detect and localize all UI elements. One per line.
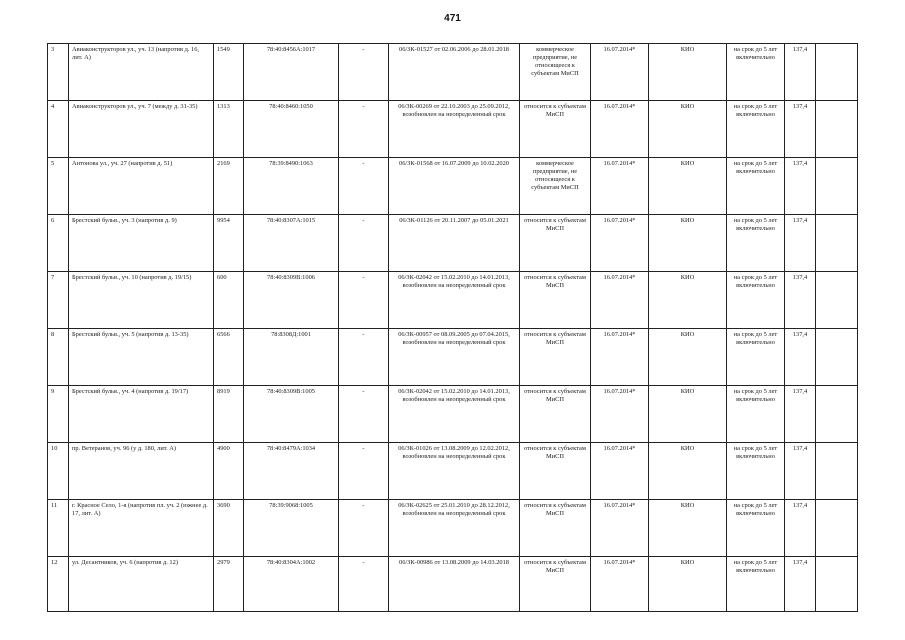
row-dash: - <box>339 557 389 612</box>
row-rate: 137,4 <box>785 215 816 272</box>
row-area: 9954 <box>214 215 244 272</box>
row-term: на срок до 5 лет включительно <box>727 500 785 557</box>
row-tenant-category: коммерческое предприятие, не относящееся к субъектам МиСП <box>520 44 591 101</box>
row-address: Антонова ул., уч. 27 (напротив д. 51) <box>69 158 214 215</box>
row-address: пр. Ветеранов, уч. 96 (у д. 180, лит. А) <box>69 443 214 500</box>
row-dash: - <box>339 215 389 272</box>
table-row <box>48 329 858 386</box>
row-dash: - <box>339 329 389 386</box>
table-row <box>48 386 858 443</box>
row-date: 16.07.2014* <box>591 443 649 500</box>
row-area: 1549 <box>214 44 244 101</box>
row-rate: 137,4 <box>785 329 816 386</box>
row-lease-agreement: 06/ЗК-00269 от 22.10.2003 до 25.09.2012, возобновлен на неопределенный срок <box>389 101 520 158</box>
row-dash: - <box>339 500 389 557</box>
row-lease-agreement: 06/ЗК-01568 от 16.07.2009 до 10.02.2020 <box>389 158 520 215</box>
row-rate: 137,4 <box>785 272 816 329</box>
row-date: 16.07.2014* <box>591 272 649 329</box>
row-empty-cell <box>816 272 858 329</box>
row-lease-agreement: 06/ЗК-02625 от 25.01.2010 до 28.12.2012, возобновлен на неопределенный срок <box>389 500 520 557</box>
row-number: 3 <box>48 44 69 101</box>
row-tenant-category: относится к субъектам МиСП <box>520 386 591 443</box>
row-number: 7 <box>48 272 69 329</box>
row-date: 16.07.2014* <box>591 44 649 101</box>
row-dash: - <box>339 272 389 329</box>
table-row <box>48 158 858 215</box>
table-row <box>48 272 858 329</box>
table-row <box>48 101 858 158</box>
row-cadastral-number: 78:40:8309В:1006 <box>244 272 339 329</box>
row-term: на срок до 5 лет включительно <box>727 329 785 386</box>
row-lease-agreement: 06/ЗК-02042 от 15.02.2010 до 14.01.2013, возобновлен на неопределенный срок <box>389 386 520 443</box>
row-organization: КИО <box>649 272 727 329</box>
row-empty-cell <box>816 158 858 215</box>
page-number: 471 <box>444 13 461 24</box>
row-term: на срок до 5 лет включительно <box>727 44 785 101</box>
row-address: г. Красное Село, 1-я (напротив пл. уч. 2 (южнее д. 17, лит. А) <box>69 500 214 557</box>
row-date: 16.07.2014* <box>591 500 649 557</box>
row-empty-cell <box>816 386 858 443</box>
row-address: Брестский бульв., уч. 10 (напротив д. 19/15) <box>69 272 214 329</box>
row-dash: - <box>339 44 389 101</box>
table-row <box>48 500 858 557</box>
row-lease-agreement: 06/ЗК-01527 от 02.06.2006 до 28.01.2018 <box>389 44 520 101</box>
row-date: 16.07.2014* <box>591 329 649 386</box>
row-tenant-category: относится к субъектам МиСП <box>520 215 591 272</box>
row-tenant-category: относится к субъектам МиСП <box>520 443 591 500</box>
row-organization: КИО <box>649 215 727 272</box>
row-organization: КИО <box>649 386 727 443</box>
row-term: на срок до 5 лет включительно <box>727 443 785 500</box>
row-tenant-category: относится к субъектам МиСП <box>520 329 591 386</box>
row-organization: КИО <box>649 557 727 612</box>
row-tenant-category: относится к субъектам МиСП <box>520 500 591 557</box>
row-cadastral-number: 78:40:8456А:1017 <box>244 44 339 101</box>
row-date: 16.07.2014* <box>591 215 649 272</box>
row-tenant-category: относится к субъектам МиСП <box>520 101 591 158</box>
row-date: 16.07.2014* <box>591 557 649 612</box>
row-number: 8 <box>48 329 69 386</box>
row-organization: КИО <box>649 443 727 500</box>
row-tenant-category: относится к субъектам МиСП <box>520 557 591 612</box>
row-organization: КИО <box>649 101 727 158</box>
row-dash: - <box>339 386 389 443</box>
row-number: 5 <box>48 158 69 215</box>
row-cadastral-number: 78:8308Д:1001 <box>244 329 339 386</box>
row-cadastral-number: 78:40:8309В:1005 <box>244 386 339 443</box>
table-row <box>48 443 858 500</box>
row-area: 8919 <box>214 386 244 443</box>
row-organization: КИО <box>649 44 727 101</box>
row-number: 12 <box>48 557 69 612</box>
row-address: Брестский бульв., уч. 3 (напротив д. 9) <box>69 215 214 272</box>
row-address: Авиаконструкторов ул., уч. 13 (напротив д. 16, лит. А) <box>69 44 214 101</box>
row-empty-cell <box>816 44 858 101</box>
row-area: 3690 <box>214 500 244 557</box>
row-tenant-category: коммерческое предприятие, не относящееся к субъектам МиСП <box>520 158 591 215</box>
row-number: 6 <box>48 215 69 272</box>
row-rate: 137,4 <box>785 101 816 158</box>
row-cadastral-number: 78:40:8304А:1002 <box>244 557 339 612</box>
row-term: на срок до 5 лет включительно <box>727 272 785 329</box>
row-area: 2979 <box>214 557 244 612</box>
row-empty-cell <box>816 557 858 612</box>
row-date: 16.07.2014* <box>591 158 649 215</box>
row-address: Авиаконструкторов ул., уч. 7 (между д. 31-35) <box>69 101 214 158</box>
row-cadastral-number: 78:39:9068:1005 <box>244 500 339 557</box>
row-dash: - <box>339 158 389 215</box>
row-empty-cell <box>816 329 858 386</box>
row-address: ул. Десантников, уч. 6 (напротив д. 12) <box>69 557 214 612</box>
row-cadastral-number: 78:40:8460:1050 <box>244 101 339 158</box>
row-lease-agreement: 06/ЗК-00986 от 13.08.2009 до 14.03.2018 <box>389 557 520 612</box>
row-empty-cell <box>816 443 858 500</box>
row-term: на срок до 5 лет включительно <box>727 158 785 215</box>
row-rate: 137,4 <box>785 158 816 215</box>
row-term: на срок до 5 лет включительно <box>727 101 785 158</box>
row-area: 6566 <box>214 329 244 386</box>
table-row <box>48 557 858 612</box>
row-rate: 137,4 <box>785 44 816 101</box>
row-address: Брестский бульв., уч. 4 (напротив д. 19/17) <box>69 386 214 443</box>
row-empty-cell <box>816 500 858 557</box>
row-area: 1313 <box>214 101 244 158</box>
row-organization: КИО <box>649 500 727 557</box>
row-term: на срок до 5 лет включительно <box>727 386 785 443</box>
row-cadastral-number: 78:40:8479А:1034 <box>244 443 339 500</box>
row-dash: - <box>339 101 389 158</box>
row-rate: 137,4 <box>785 443 816 500</box>
row-empty-cell <box>816 215 858 272</box>
row-rate: 137,4 <box>785 557 816 612</box>
row-cadastral-number: 78:40:8307А:1015 <box>244 215 339 272</box>
row-date: 16.07.2014* <box>591 386 649 443</box>
row-area: 2169 <box>214 158 244 215</box>
row-number: 9 <box>48 386 69 443</box>
row-number: 11 <box>48 500 69 557</box>
row-area: 4900 <box>214 443 244 500</box>
row-rate: 137,4 <box>785 500 816 557</box>
row-lease-agreement: 06/ЗК-01026 от 13.08.2009 до 12.02.2012, возобновлен на неопределенный срок <box>389 443 520 500</box>
row-rate: 137,4 <box>785 386 816 443</box>
row-organization: КИО <box>649 158 727 215</box>
row-area: 600 <box>214 272 244 329</box>
land-lease-table <box>47 43 858 612</box>
row-dash: - <box>339 443 389 500</box>
row-number: 10 <box>48 443 69 500</box>
row-cadastral-number: 78:39:8490:1063 <box>244 158 339 215</box>
row-term: на срок до 5 лет включительно <box>727 215 785 272</box>
table-row <box>48 44 858 101</box>
row-address: Брестский бульв., уч. 5 (напротив д. 13-35) <box>69 329 214 386</box>
row-lease-agreement: 06/ЗК-01126 от 20.11.2007 до 05.01.2021 <box>389 215 520 272</box>
row-organization: КИО <box>649 329 727 386</box>
row-lease-agreement: 06/ЗК-02042 от 15.02.2010 до 14.01.2013, возобновлен на неопределенный срок <box>389 272 520 329</box>
row-date: 16.07.2014* <box>591 101 649 158</box>
row-term: на срок до 5 лет включительно <box>727 557 785 612</box>
row-lease-agreement: 06/ЗК-00957 от 08.09.2005 до 07.04.2015, возобновлен на неопределенный срок <box>389 329 520 386</box>
row-empty-cell <box>816 101 858 158</box>
row-number: 4 <box>48 101 69 158</box>
row-tenant-category: относится к субъектам МиСП <box>520 272 591 329</box>
table-row <box>48 215 858 272</box>
